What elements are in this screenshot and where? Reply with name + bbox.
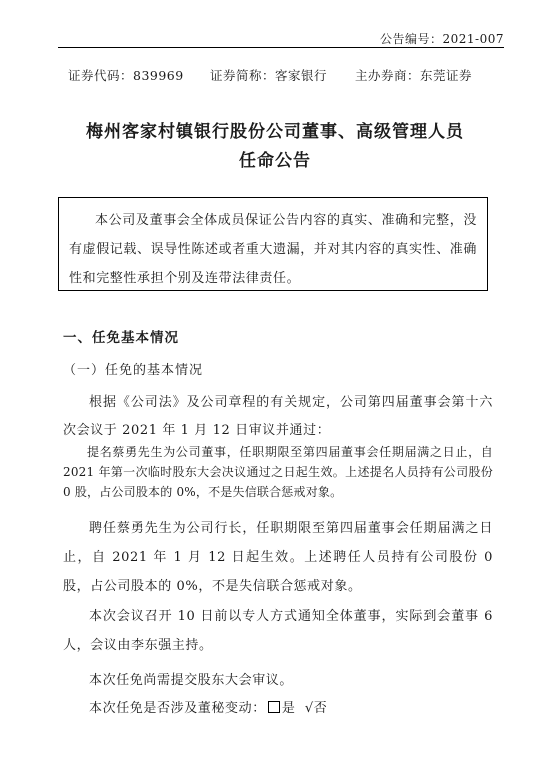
secretary-change-label: 本次任免是否涉及董秘变动：	[89, 701, 266, 716]
review-text: 本次任免尚需提交股东大会审议。	[89, 673, 294, 688]
notice-number: 公告编号：2021-007	[380, 32, 504, 46]
checkmark-icon: √	[304, 701, 314, 716]
disclaimer-box	[58, 197, 488, 291]
president-paragraph	[63, 514, 493, 601]
basis-paragraph	[63, 389, 493, 445]
lead-broker: 主办券商：东莞证券	[355, 68, 473, 83]
page-title-line2: 任命公告	[239, 151, 311, 171]
disclaimer-text: 本公司及董事会全体成员保证公告内容的真实、准确和完整，没有虚假记载、误导性陈述或者重大遗漏，并对其内容的真实性、准确性和完整性承担个别及连带法律责任。	[69, 213, 478, 286]
director-paragraph	[63, 442, 493, 502]
header-rule	[58, 47, 504, 48]
meeting-paragraph	[63, 602, 493, 660]
secretary-change-row	[63, 694, 493, 723]
director-text: 提名蔡勇先生为公司董事，任职期限至第四届董事会任期届满之日止，自 2021 年第一次临时股东大会决议通过之日起生效。上述提名人员持有公司股份 0 股，占公司股本的 0%，不是失信联合惩戒对象。	[63, 445, 493, 499]
page-title: 梅州客家村镇银行股份公司董事、高级管理人员	[86, 122, 464, 142]
section-heading: 一、任免基本情况	[63, 330, 179, 346]
basis-text: 根据《公司法》及公司章程的有关规定，公司第四届董事会第十六次会议于 2021 年 1 月 12 日审议并通过：	[63, 395, 493, 438]
stock-abbreviation: 证券简称：客家银行	[210, 68, 328, 83]
checkbox-empty-icon	[268, 701, 280, 713]
meeting-text: 本次会议召开 10 日前以专人方式通知全体董事，实际到会董事 6 人，会议由李东强主持。	[63, 609, 493, 653]
review-paragraph	[63, 666, 493, 695]
option-yes: 是	[281, 701, 296, 716]
option-no: 否	[313, 701, 328, 716]
president-text: 聘任蔡勇先生为公司行长，任职期限至第四届董事会任期届满之日止，自 2021 年 1 月 12 日起生效。上述聘任人员持有公司股份 0 股，占公司股本的 0%，不是失信联合惩戒对象。	[63, 521, 493, 594]
subsection-heading: （一）任免的基本情况	[63, 363, 204, 378]
stock-code: 证券代码：839969	[68, 68, 184, 83]
